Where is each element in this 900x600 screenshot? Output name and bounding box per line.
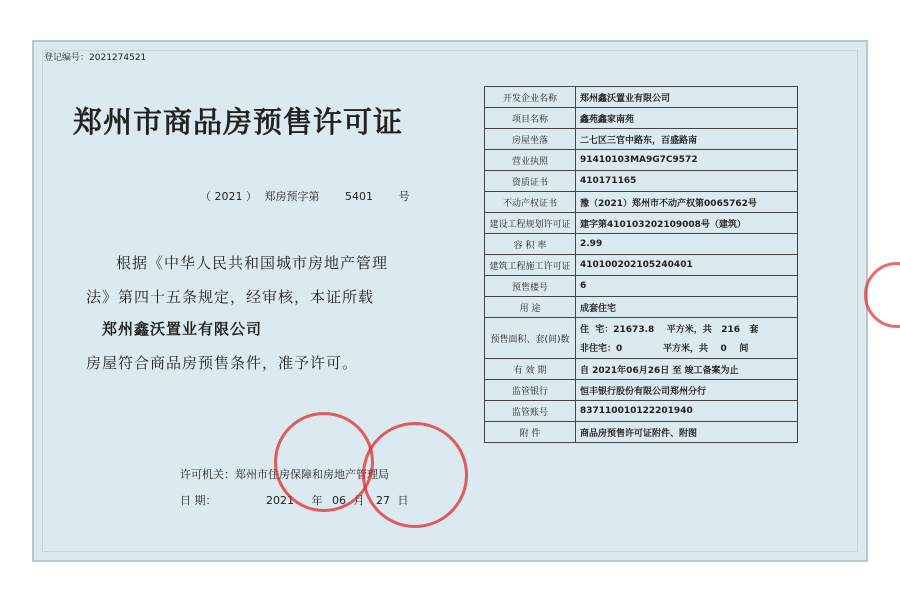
permit-prefix: 郑房预字第 [264,190,320,203]
row-value: 鑫苑鑫家南苑 [576,108,798,129]
date-label: 日 期： [180,494,217,507]
row-label: 建筑工程施工许可证 [485,255,576,276]
table-row [485,401,798,422]
table-row [485,318,798,359]
row-value: 郑州鑫沃置业有限公司 [576,87,798,108]
row-label: 不动产权证书 [485,192,576,213]
registration-number [44,50,146,63]
issuer-value: 郑州市住房保障和房地产管理局 [235,468,389,481]
row-label: 项目名称 [485,108,576,129]
table-row [485,255,798,276]
date-year: 2021 [266,494,294,507]
table-row [485,276,798,297]
row-label: 有 效 期 [485,359,576,380]
table-row [485,234,798,255]
date-day-char: 日 [397,494,409,507]
row-value: 91410103MA9G7C9572 [576,150,798,171]
row-value: 成套住宅 [576,297,798,318]
row-value: 6 [576,276,798,297]
row-value [576,318,798,359]
row-label: 附 件 [485,422,576,443]
official-seal-left [274,412,374,512]
non-residential-area: 非住宅：0 平方米，共 0 间 [580,344,749,354]
row-label: 监管银行 [485,380,576,401]
date-month-char: 月 [353,494,365,507]
date-year-char: 年 [311,494,323,507]
row-value: 二七区三官中路东，百盛路南 [576,129,798,150]
permit-year: （ 2021 ） [200,190,257,203]
row-value: 恒丰银行股份有限公司郑州分行 [576,380,798,401]
row-label: 资质证书 [485,171,576,192]
table-row [485,359,798,380]
table-row [485,129,798,150]
table-row [485,192,798,213]
row-value: 商品房预售许可证附件、附图 [576,422,798,443]
row-label: 容 积 率 [485,234,576,255]
registration-label: 登记编号： [44,53,90,63]
table-row [485,213,798,234]
row-value: 2.99 [576,234,798,255]
row-value: 410100202105240401 [576,255,798,276]
row-label: 建设工程规划许可证 [485,213,576,234]
residential-area: 住 宅：21673.8 平方米，共 216 套 [580,325,759,335]
official-seal-right [362,422,468,528]
row-label: 预售楼号 [485,276,576,297]
row-value: 建字第410103202109008号（建筑） [576,213,798,234]
table-row [485,297,798,318]
table-row [485,87,798,108]
company-name: 郑州鑫沃置业有限公司 [102,320,263,338]
table-row [485,380,798,401]
permit-value: 5401 [345,190,373,203]
row-label: 开发企业名称 [485,87,576,108]
date-day: 27 [376,494,390,507]
table-row [485,422,798,443]
row-label: 用 途 [485,297,576,318]
permit-details-table [484,86,798,443]
body-line-4: 房屋符合商品房预售条件，准予许可。 [86,354,359,372]
row-label: 监管账号 [485,401,576,422]
date-month: 06 [332,494,346,507]
permit-suffix: 号 [398,190,410,203]
row-label: 房屋坐落 [485,129,576,150]
table-row [485,108,798,129]
row-label: 预售面积、套(间)数 [485,318,576,359]
body-line-1: 根据《中华人民共和国城市房地产管理 [116,254,389,272]
permit-number [200,188,410,204]
body-line-2: 法》第四十五条规定，经审核，本证所载 [86,288,375,306]
row-value: 837110010122201940 [576,401,798,422]
edge-seal [864,262,900,328]
table-row [485,171,798,192]
issuer-label: 许可机关： [180,468,235,481]
row-value: 豫（2021）郑州市不动产权第0065762号 [576,192,798,213]
row-value: 自 2021年06月26日 至 竣工备案为止 [576,359,798,380]
row-label: 营业执照 [485,150,576,171]
table-row [485,150,798,171]
document-title: 郑州市商品房预售许可证 [72,105,403,139]
row-value: 410171165 [576,171,798,192]
registration-value: 2021274521 [89,53,147,63]
